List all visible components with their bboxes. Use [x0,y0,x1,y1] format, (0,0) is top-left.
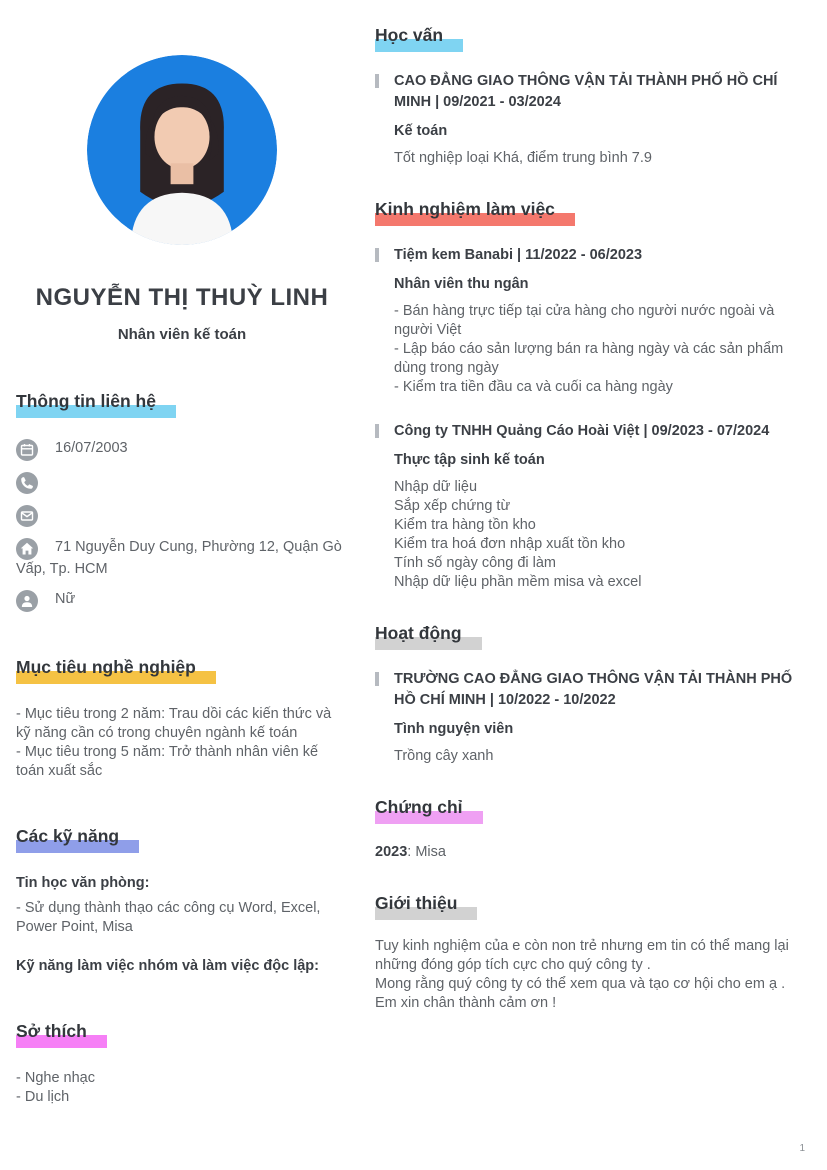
timeline-marker [375,424,379,438]
objective-line: - Mục tiêu trong 5 năm: Trở thành nhân viên kế toán xuất sắc [16,744,319,779]
activity-item-title: TRƯỜNG CAO ĐẲNG GIAO THÔNG VẬN TẢI THÀNH PHỐ HỒ CHÍ MINH | 10/2022 - 10/2022 [394,671,793,708]
hobbies-body [16,1069,348,1107]
about-line: Tuy kinh nghiệm của e còn non trẻ nhưng em tin có thể mang lại những đóng góp tích cực cho quý công ty . [375,938,789,973]
contact-heading: Thông tin liên hệ [16,390,156,412]
experience-item-title: Tiệm kem Banabi | 11/2022 - 06/2023 [394,247,643,263]
activity-item [375,669,811,766]
contact-row-email [16,505,348,527]
left-column [16,0,348,1170]
person-name: NGUYỄN THỊ THUỲ LINH [35,284,329,311]
education-item [375,71,811,168]
about-body [375,937,811,1013]
contact-row-birthday [16,439,348,461]
calendar-icon [16,439,38,461]
about-line: Em xin chân thành cảm ơn ! [375,995,557,1011]
education-item-line: Tốt nghiệp loại Khá, điểm trung bình 7.9 [394,150,652,166]
timeline-marker [375,672,379,686]
activity-item-lines [394,747,811,766]
certificates-heading: Chứng chỉ [375,796,463,818]
education-item-subtitle: Kế toán [394,123,448,139]
experience-item-line: - Kiểm tra tiền đầu ca và cuối ca hàng ngày [394,379,673,395]
experience-item-lines [394,302,811,397]
profile-photo [87,55,277,245]
section-certificates [375,796,811,862]
section-education [375,24,811,168]
objective-body [16,705,348,781]
section-objective [16,656,348,781]
page-number: 1 [799,1143,805,1154]
skill-group-title: Kỹ năng làm việc nhóm và làm việc độc lập: [16,958,319,974]
skills-heading: Các kỹ năng [16,825,119,847]
objective-heading: Mục tiêu nghề nghiệp [16,656,196,678]
certificate-name: : Misa [407,844,446,860]
section-contact [16,390,348,612]
experience-item-line: Sắp xếp chứng từ [394,498,511,514]
skills-body [16,874,348,976]
contact-row-phone [16,472,348,494]
experience-item-body [375,275,811,397]
home-icon [16,538,38,560]
section-experience [375,198,811,592]
skill-group-title: Tin học văn phòng: [16,875,150,891]
right-column [375,0,811,1170]
contact-address-text: 71 Nguyễn Duy Cung, Phường 12, Quận Gò Vấp, Tp. HCM [16,539,342,577]
hobbies-heading: Sở thích [16,1020,87,1042]
certificate-entry [375,843,811,862]
section-about [375,892,811,1013]
experience-item-subtitle: Nhân viên thu ngân [394,276,529,292]
email-icon [16,505,38,527]
education-heading: Học vấn [375,24,443,46]
section-hobbies [16,1020,348,1107]
timeline-marker [375,248,379,262]
experience-item [375,245,811,397]
experience-item-title-row [375,421,811,442]
about-line: Mong rằng quý công ty có thể xem qua và tạo cơ hội cho em ạ . [375,976,786,992]
timeline-marker [375,74,379,88]
experience-item-line: - Lập báo cáo sản lượng bán ra hàng ngày và các sản phẩm dùng trong ngày [394,341,784,376]
experience-item-line: Tính số ngày công đi làm [394,555,557,571]
experience-item [375,421,811,592]
experience-heading: Kinh nghiệm làm việc [375,198,555,220]
phone-icon [16,472,38,494]
experience-item-body [375,451,811,592]
activity-item-title-row [375,669,811,711]
contact-birthday-text: 16/07/2003 [55,440,128,456]
experience-item-lines [394,478,811,592]
experience-item-line: - Bán hàng trực tiếp tại cửa hàng cho người nước ngoài và người Việt [394,303,775,338]
experience-item-title: Công ty TNHH Quảng Cáo Hoài Việt | 09/2023 - 07/2024 [394,423,770,439]
about-heading: Giới thiệu [375,892,457,914]
contact-row-address [16,538,348,579]
hobby-line: - Nghe nhạc [16,1070,95,1086]
experience-item-line: Nhập dữ liệu [394,479,478,495]
contact-list [16,439,348,612]
certificate-year: 2023 [375,844,408,860]
person-icon [16,590,38,612]
education-item-lines [394,149,811,168]
experience-item-line: Kiểm tra hoá đơn nhập xuất tồn kho [394,536,626,552]
section-activities [375,622,811,766]
activity-item-line: Trồng cây xanh [394,748,494,764]
experience-item-title-row [375,245,811,266]
section-skills [16,825,348,976]
activities-heading: Hoạt động [375,622,462,644]
education-item-title-row [375,71,811,113]
activity-item-body [375,720,811,766]
contact-gender-text: Nữ [55,591,76,607]
activity-item-subtitle: Tình nguyện viên [394,721,514,737]
education-item-body [375,122,811,168]
education-item-title: CAO ĐẲNG GIAO THÔNG VẬN TẢI THÀNH PHỐ HỒ CHÍ MINH | 09/2021 - 03/2024 [394,73,778,110]
skill-group-detail: - Sử dụng thành thạo các công cụ Word, Excel, Power Point, Misa [16,900,321,935]
experience-item-line: Nhập dữ liệu phần mềm misa và excel [394,574,642,590]
objective-line: - Mục tiêu trong 2 năm: Trau dồi các kiến thức và kỹ năng cần có trong chuyên ngành kế toán [16,706,332,741]
contact-row-gender [16,590,348,612]
hobby-line: - Du lịch [16,1089,70,1105]
experience-item-line: Kiểm tra hàng tồn kho [394,517,536,533]
person-job-title: Nhân viên kế toán [117,326,247,343]
experience-item-subtitle: Thực tập sinh kế toán [394,452,545,468]
profile-photo-illustration [87,55,277,245]
